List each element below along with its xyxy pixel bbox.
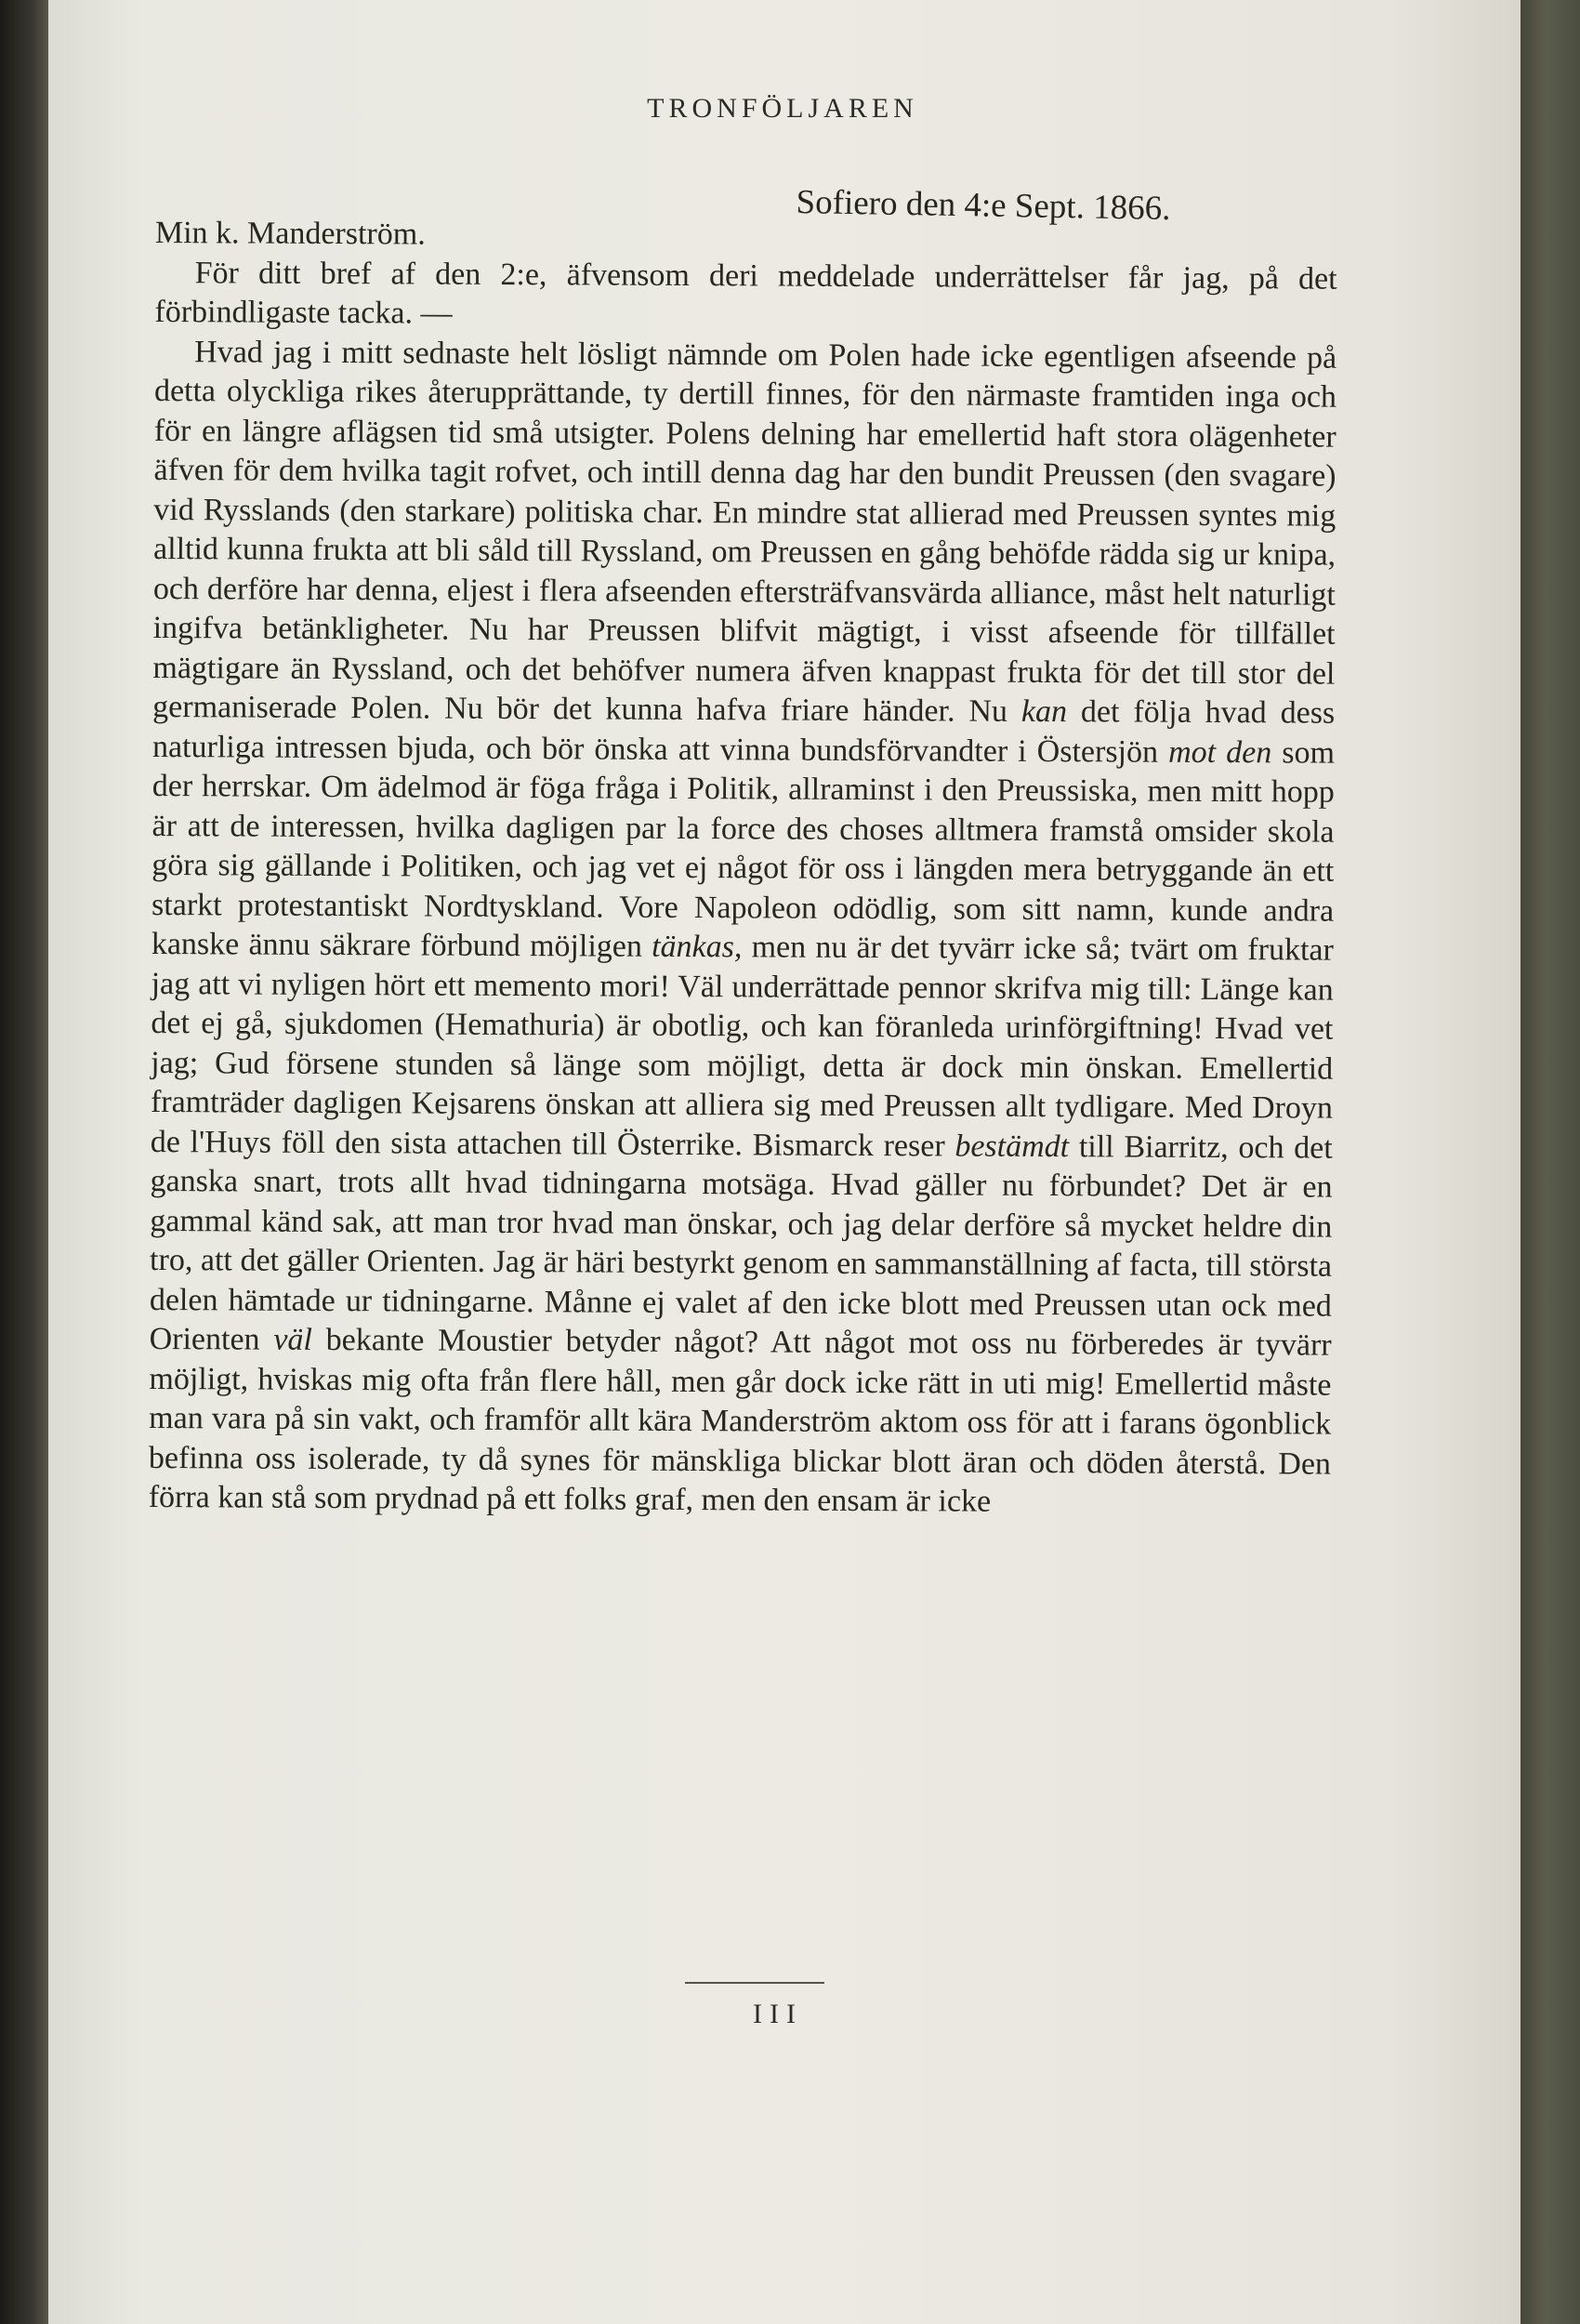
paragraph-2-text: som der herrskar. Om ädelmod är föga fråga i Politik, allraminst i den Preussiska, men mitt hopp är att de interessen, hvilka dagligen par la force des choses alltmera framstå omsider skola göra sig gällande i Politiken, och jag vet ej något för oss i längden mera betryggande än ett starkt protestantiskt Nordtyskland. Vore Napoleon odödlig, som sitt namn, kunde andra kanske ännu säkrare förbund möjligen [151, 734, 1336, 964]
paragraph-2-text: till Biarritz, och det ganska snart, trots allt hvad tidningarna motsäga. Hvad gäller nu förbundet? Det är en gammal känd sak, att man tror hvad man önskar, och jag delar derföre så mycket heldre din tro, att det gäller Orienten. Jag är häri bestyrkt genom en sammanställning af facta, till största delen hämtade ur tidningarne. Månne ej valet af den icke blott med Preussen utan ock med Orienten [149, 1129, 1333, 1357]
paragraph-2-text: men nu är det tyvärr icke så; tvärt om fruktar jag att vi nyligen hört ett memento mori! Väl underrättade pennor skrifva mig till: Länge kan det ej gå, sjukdomen (Hemathuria) är obotlig, och kan föranleda urinförgiftning! Hvad vet jag; Gud försene stunden så länge som möjligt, detta är dock min önskan. Emellertid framträder dagligen Kejsarens önskan att alliera sig med Preussen allt tydligare. Med Droyn de l'Huys föll den sista attachen till Österrike. Bismarck reser [150, 930, 1334, 1163]
page-number: III [753, 1999, 803, 2029]
paragraph-2 [149, 332, 1337, 1524]
running-head: TRONFÖLJAREN [647, 93, 918, 124]
paragraph-2-text: bekante Moustier betyder något? Att något mot oss nu förberedes är tyvärr möjligt, hviskas mig ofta från flere håll, men går dock icke rätt in uti mig! Emellertid måste man vara på sin vakt, och framför allt kära Manderström aktom oss för att i farans ögonblick befinna oss isolerade, ty då synes för mänskliga blickar blott äran och döden återstå. Den förra kan stå som prydnad på ett folks graf, men den ensam är icke [148, 1322, 1332, 1519]
emphasis-tankas: tänkas, [652, 929, 743, 965]
letter-body [149, 214, 1337, 1524]
emphasis-mot-den: mot den [1168, 734, 1272, 770]
footer-rule [685, 1982, 824, 1984]
paragraph-1: För ditt bref af den 2:e, äfvensom deri meddelade underrättelser får jag, på det förbindligaste tacka. — [154, 255, 1337, 331]
paragraph-2-text: det följa hvad dess naturliga intressen bjuda, och bör önska att vinna bundsförvandter i Östersjön [151, 694, 1336, 770]
book-cover-edge [1521, 0, 1580, 2324]
emphasis-val: väl [273, 1322, 313, 1357]
letter-salutation: Min k. Manderström. [154, 215, 426, 252]
binding-gutter [0, 0, 56, 2324]
emphasis-bestamdt: bestämdt [955, 1129, 1070, 1164]
letter-dateline: Sofiero den 4:e Sept. 1866. [796, 182, 1171, 229]
book-page [48, 0, 1535, 2324]
paragraph-2-text: Hvad jag i mitt sednaste helt lösligt nämnde om Polen hade icke egentligen afseende på detta olyckliga rikes återupprättande, ty dertill finnes, för den närmaste framtiden inga och för en längre aflägsen tid små utsigter. Polens delning har emellertid haft stora olägenheter äfven för dem hvilka tagit rofvet, och intill denna dag har den bundit Preussen (den svagare) vid Rysslands (den starkare) politiska char. En mindre stat allierad med Preussen syntes mig alltid kunna frukta att bli såld till Ryssland, om Preussen en gång behöfde rädda sig ur knipa, och derföre har denna, eljest i flera afseenden eftersträfvansvärda alliance, måst helt naturligt ingifva betänkligheter. Nu har Preussen blifvit mägtigt, i visst afseende för tillfället mägtigare än Ryssland, och det behöfver numera äfven knappast frukta för det till stor del germaniserade Polen. Nu bör det kunna hafva friare händer. Nu [152, 334, 1337, 729]
emphasis-kan: kan [1020, 693, 1068, 730]
